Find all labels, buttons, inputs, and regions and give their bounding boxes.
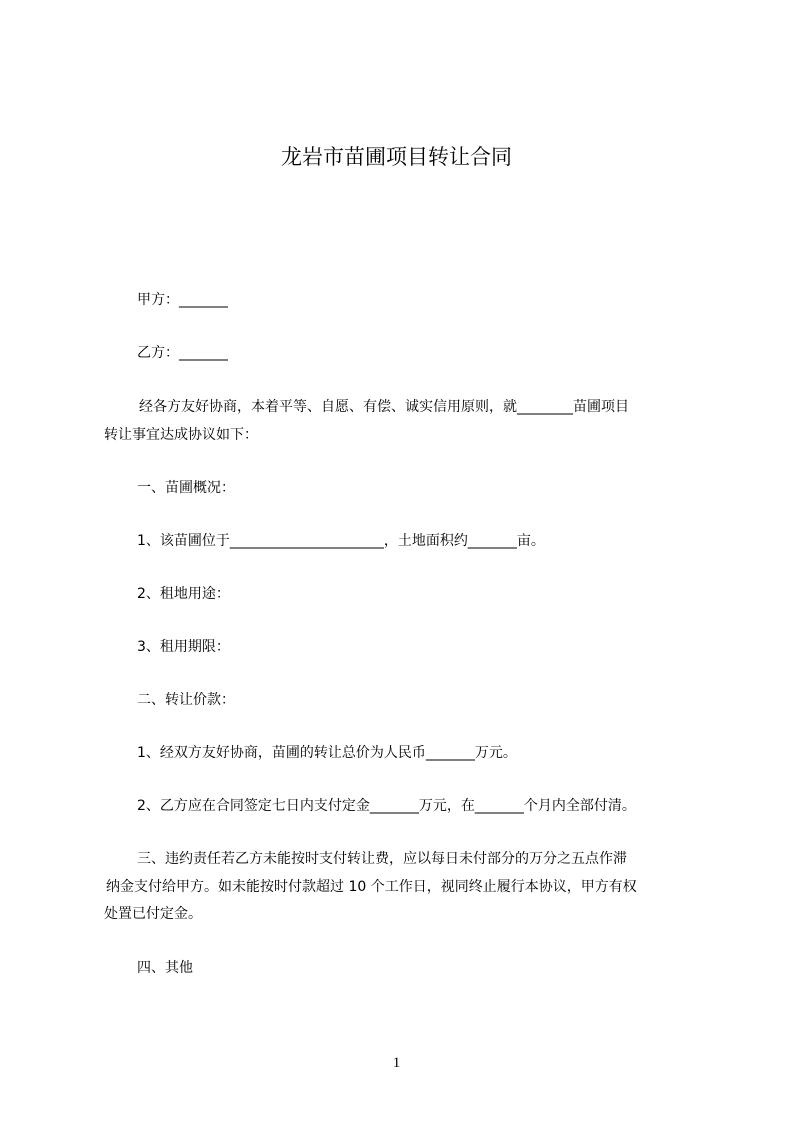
party-a-line: 甲方：_______ [137, 292, 228, 308]
section-1-heading: 一、苗圃概况： [137, 480, 235, 496]
intro-paragraph-line-2: 转让事宜达成协议如下： [104, 427, 258, 443]
clause-1-3: 3、租用期限： [137, 639, 230, 655]
section-2-heading: 二、转让价款： [137, 692, 235, 708]
clause-1-2: 2、租地用途： [137, 586, 230, 602]
document-title: 龙岩市苗圃项目转让合同 [281, 145, 512, 169]
section-3-line-1: 三、违约责任若乙方未能按时支付转让费，应以每日未付部分的万分之五点作滞 [137, 851, 627, 867]
party-b-line: 乙方：_______ [137, 345, 228, 361]
section-3-line-3: 处置已付定金。 [104, 906, 202, 922]
intro-paragraph-line-1: 经各方友好协商，本着平等、自愿、有偿、诚实信用原则，就________苗圃项目 [139, 399, 629, 415]
section-3-line-2: 纳金支付给甲方。如未能按时付款超过 10 个工作日，视同终止履行本协议，甲方有权 [106, 879, 637, 895]
clause-2-1: 1、经双方友好协商，苗圃的转让总价为人民币_______万元。 [137, 745, 517, 761]
page-number: 1 [392, 1055, 401, 1071]
section-4-heading: 四、其他 [137, 960, 193, 976]
clause-1-1: 1、该苗圃位于______________________，土地面积约_______亩。 [137, 533, 545, 549]
clause-2-2: 2、乙方应在合同签定七日内支付定金_______万元，在_______个月内全部付清。 [137, 798, 636, 814]
